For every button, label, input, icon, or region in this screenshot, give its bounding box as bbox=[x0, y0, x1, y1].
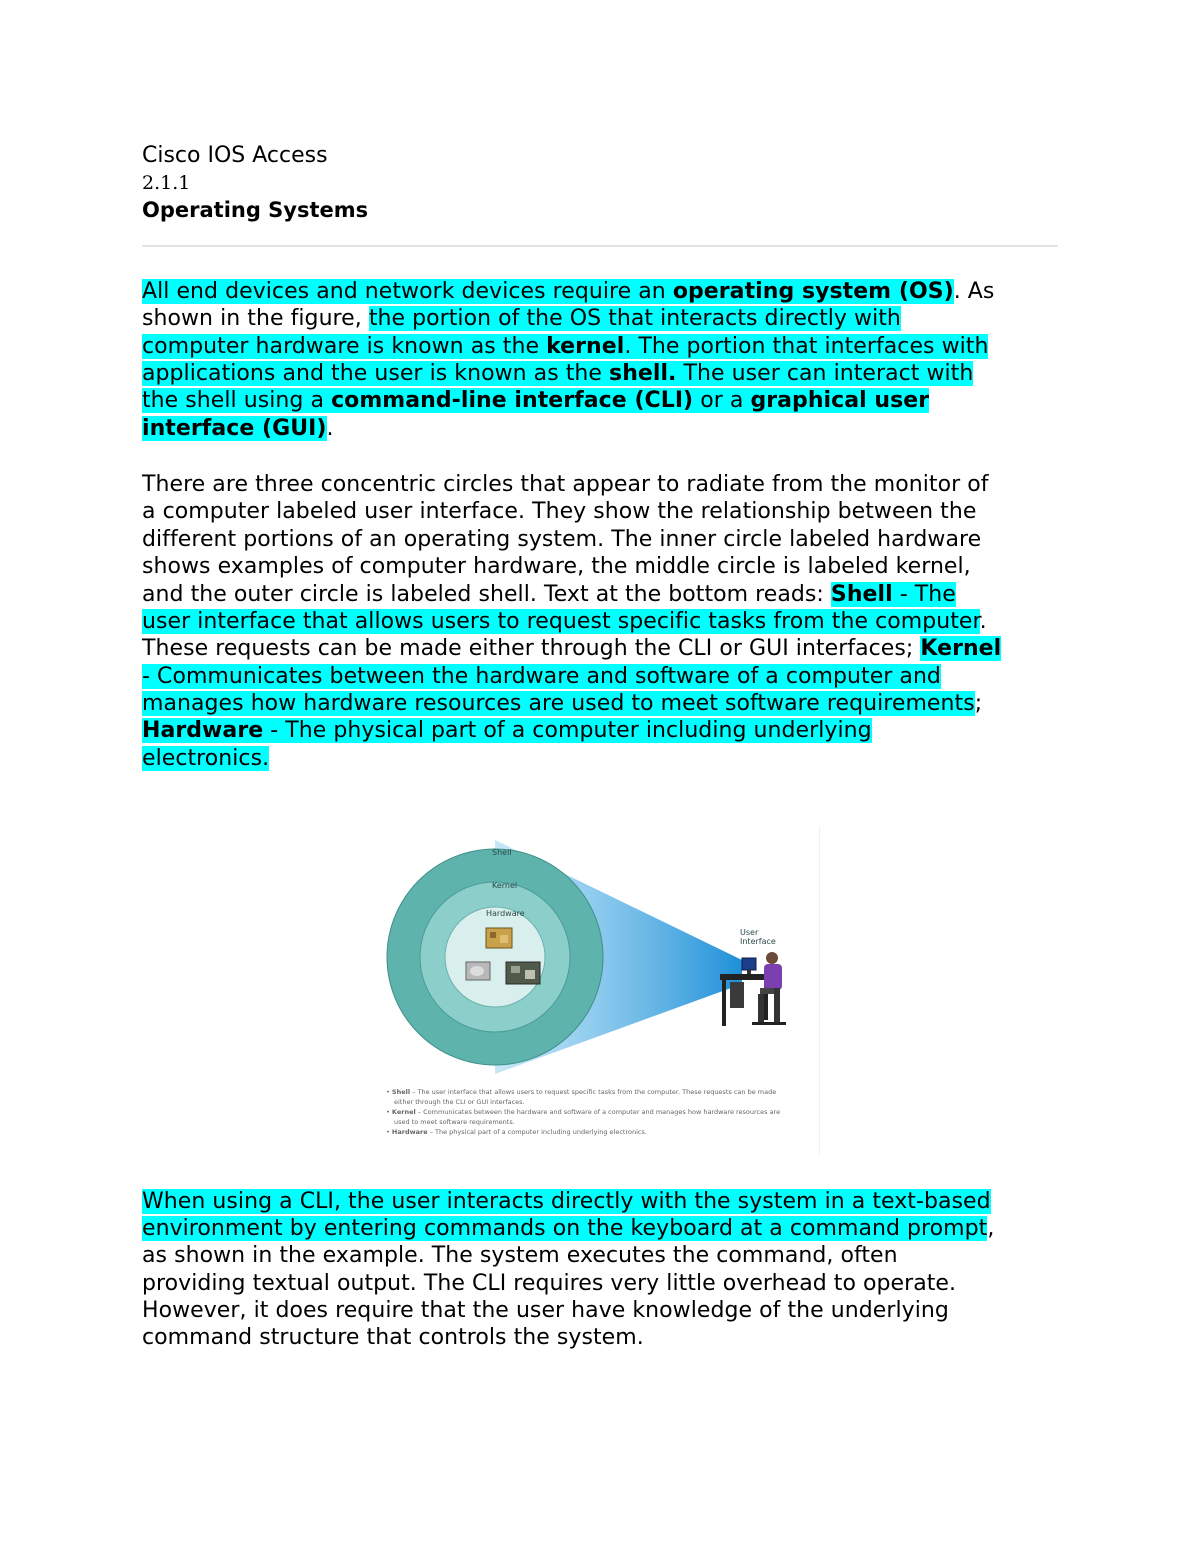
paragraph-line: and the outer circle is labeled shell. Text at the bottom reads: Shell - The bbox=[142, 582, 956, 607]
paragraph-line: electronics. bbox=[142, 746, 270, 771]
document-title: Cisco IOS Access bbox=[142, 143, 328, 168]
paragraph-line: There are three concentric circles that appear to radiate from the monitor of bbox=[142, 472, 989, 497]
section-title: Operating Systems bbox=[142, 198, 369, 222]
paragraph-line: user interface that allows users to request specific tasks from the computer. bbox=[142, 609, 987, 634]
paragraph-line: interface (GUI). bbox=[142, 416, 334, 441]
paragraph-line: However, it does require that the user have knowledge of the underlying bbox=[142, 1298, 949, 1323]
paragraph-line: providing textual output. The CLI requires very little overhead to operate. bbox=[142, 1271, 957, 1296]
paragraph-line: computer hardware is known as the kernel. The portion that interfaces with bbox=[142, 334, 989, 359]
figure-bullet: either through the CLI or GUI interfaces. bbox=[394, 1098, 525, 1106]
paragraph-line: environment by entering commands on the keyboard at a command prompt, bbox=[142, 1216, 995, 1241]
paragraph-line: the shell using a command-line interface (CLI) or a graphical user bbox=[142, 388, 930, 413]
paragraph-line: applications and the user is known as the shell. The user can interact with bbox=[142, 361, 974, 386]
figure-bullet: • Hardware – The physical part of a computer including underlying electronics. bbox=[386, 1128, 647, 1136]
section-number: 2.1.1 bbox=[142, 172, 191, 194]
hardware-circle bbox=[445, 907, 545, 1007]
paragraph-line: manages how hardware resources are used to meet software requirements; bbox=[142, 691, 983, 716]
motherboard-icon bbox=[506, 962, 540, 984]
kernel-label: Kernel bbox=[492, 881, 518, 890]
figure-bullet: • Kernel – Communicates between the hardware and software of a computer and manages how hardware resources are bbox=[386, 1108, 781, 1116]
os-layers-figure bbox=[380, 826, 820, 1156]
user-label: User bbox=[740, 928, 759, 937]
paragraph-line: Hardware - The physical part of a computer including underlying bbox=[142, 718, 872, 743]
figure-bullet: • Shell – The user interface that allows users to request specific tasks from the computer. These requests can be made bbox=[386, 1088, 777, 1096]
paragraph-line: as shown in the example. The system executes the command, often bbox=[142, 1243, 898, 1268]
section-divider bbox=[142, 245, 1058, 247]
cpu-icon bbox=[486, 928, 512, 948]
hardware-label: Hardware bbox=[486, 909, 525, 918]
paragraph-line: command structure that controls the system. bbox=[142, 1325, 644, 1350]
interface-label: Interface bbox=[740, 937, 776, 946]
paragraph-line: shown in the figure, the portion of the OS that interacts directly with bbox=[142, 306, 901, 331]
paragraph-line: different portions of an operating system. The inner circle labeled hardware bbox=[142, 527, 982, 552]
shell-label: Shell bbox=[492, 848, 512, 857]
hard-drive-icon bbox=[466, 962, 490, 980]
paragraph-line: When using a CLI, the user interacts directly with the system in a text-based bbox=[142, 1189, 991, 1214]
paragraph-line: shows examples of computer hardware, the middle circle is labeled kernel, bbox=[142, 554, 971, 579]
paragraph-line: All end devices and network devices require an operating system (OS). As bbox=[142, 279, 995, 304]
figure-bullet: used to meet software requirements. bbox=[394, 1118, 515, 1126]
paragraph-line: - Communicates between the hardware and software of a computer and bbox=[142, 664, 941, 689]
paragraph-line: a computer labeled user interface. They show the relationship between the bbox=[142, 499, 977, 524]
paragraph-line: These requests can be made either through the CLI or GUI interfaces; Kernel bbox=[142, 636, 1002, 661]
